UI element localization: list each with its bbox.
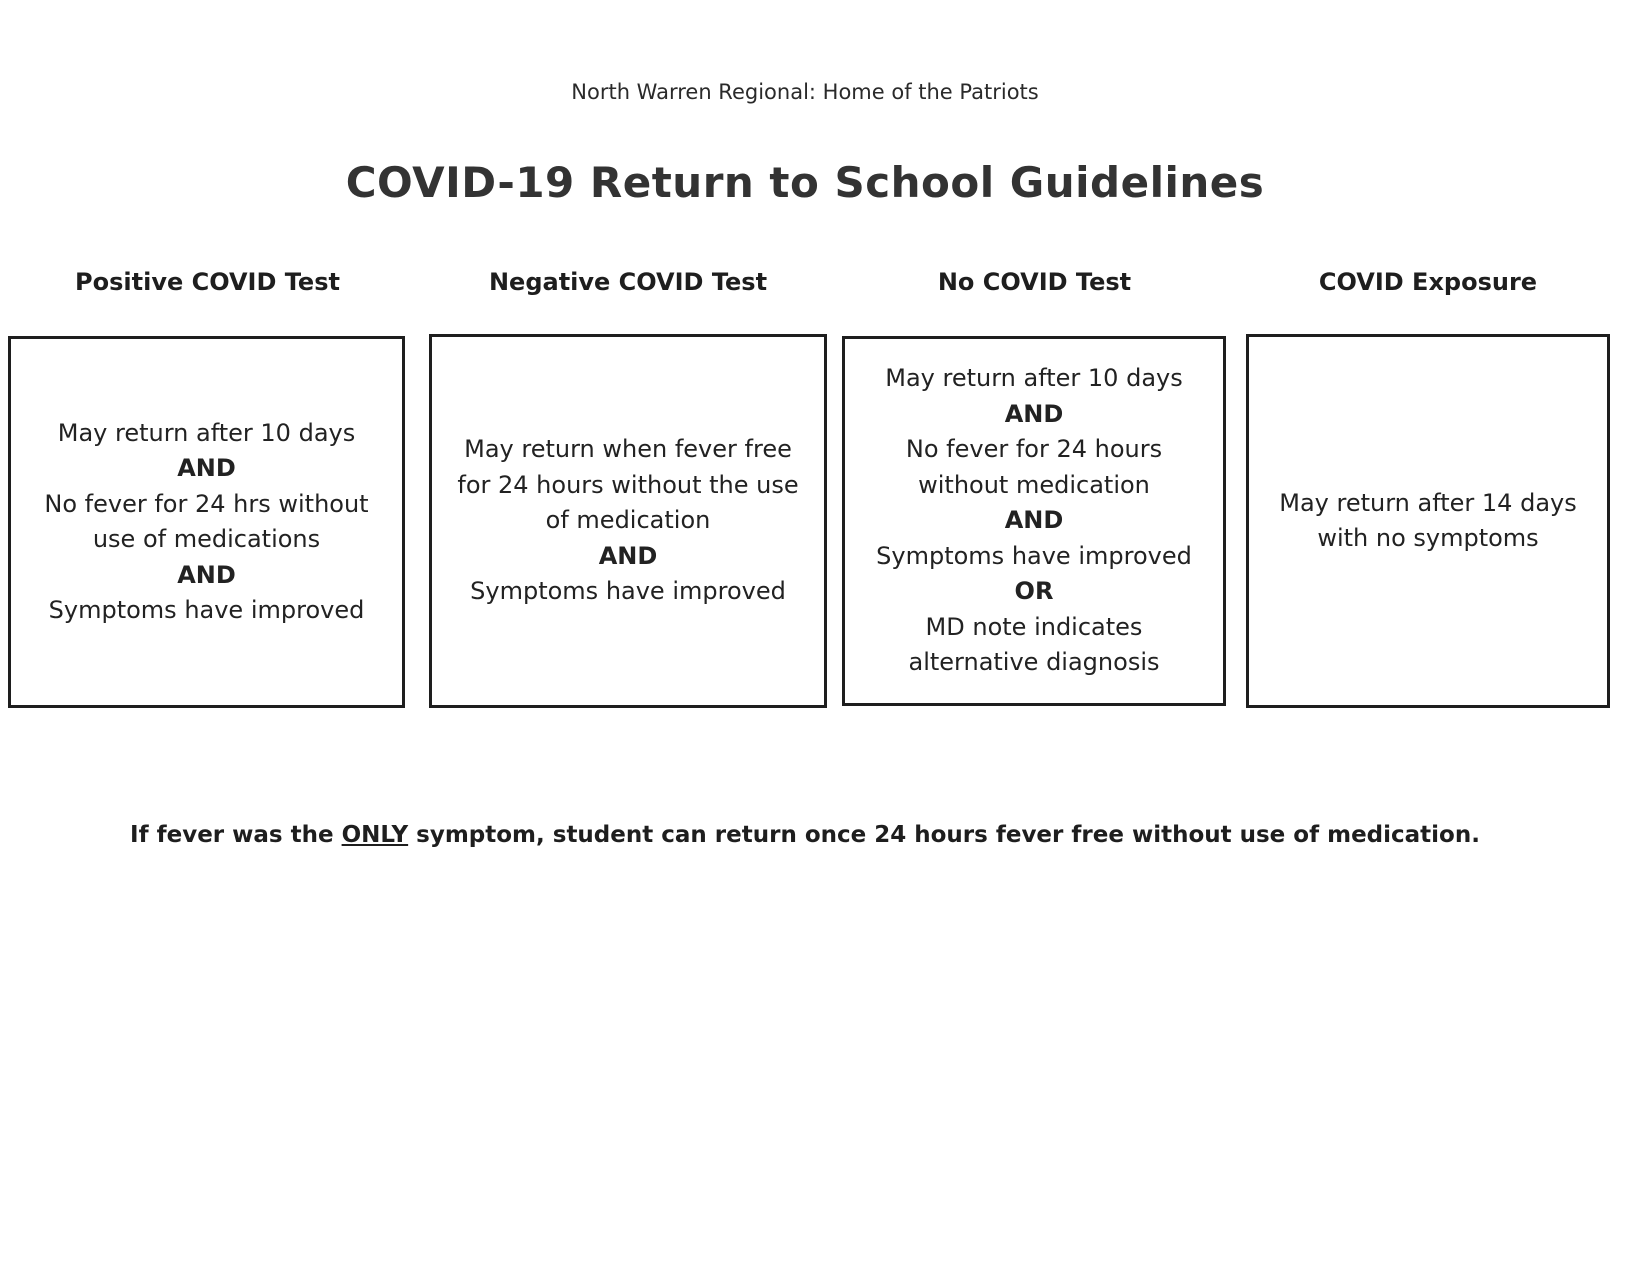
guideline-line: May return after 14 days	[1279, 488, 1577, 517]
guideline-connector: AND	[1004, 506, 1064, 535]
guideline-line: Symptoms have improved	[876, 541, 1192, 570]
guideline-connector: OR	[1014, 577, 1054, 606]
box-no-test	[842, 336, 1226, 706]
guideline-line: No fever for 24 hours	[905, 435, 1163, 464]
box-positive-test	[8, 336, 405, 708]
note-emphasis-only: ONLY	[341, 822, 409, 848]
guideline-line: use of medications	[92, 525, 321, 553]
heading-negative-test: Negative COVID Test	[488, 268, 768, 296]
guideline-connector: AND	[177, 454, 236, 482]
guideline-line: MD note indicates	[925, 612, 1143, 641]
guideline-connector: AND	[1004, 399, 1064, 428]
guideline-line: May return when fever free	[464, 435, 792, 464]
guideline-line: alternative diagnosis	[908, 648, 1160, 677]
guideline-line: of medication	[545, 506, 711, 535]
guideline-line: May return after 10 days	[57, 418, 356, 447]
note-text-after: symptom, student can return once 24 hours fever free without use of medication.	[408, 822, 1480, 848]
heading-positive-test: Positive COVID Test	[75, 268, 340, 296]
guideline-connector: AND	[598, 541, 658, 570]
guideline-line: Symptoms have improved	[470, 577, 786, 606]
box-covid-exposure	[1246, 334, 1610, 708]
guideline-line: with no symptoms	[1317, 524, 1539, 552]
guideline-line: Symptoms have improved	[48, 596, 365, 624]
guideline-line: No fever for 24 hrs without	[44, 489, 369, 518]
guideline-line: May return after 10 days	[885, 364, 1183, 393]
heading-no-test: No COVID Test	[937, 268, 1132, 296]
page-title: COVID-19 Return to School Guidelines	[345, 158, 1265, 207]
guideline-connector: AND	[177, 560, 236, 589]
guideline-line: without medication	[918, 470, 1150, 499]
heading-covid-exposure: COVID Exposure	[1318, 268, 1538, 296]
box-negative-test	[429, 334, 827, 708]
school-name: North Warren Regional: Home of the Patriots	[571, 80, 1039, 104]
note-text-before: If fever was the	[130, 822, 342, 848]
fever-only-note	[0, 822, 1610, 848]
guideline-line: for 24 hours without the use	[457, 470, 799, 499]
